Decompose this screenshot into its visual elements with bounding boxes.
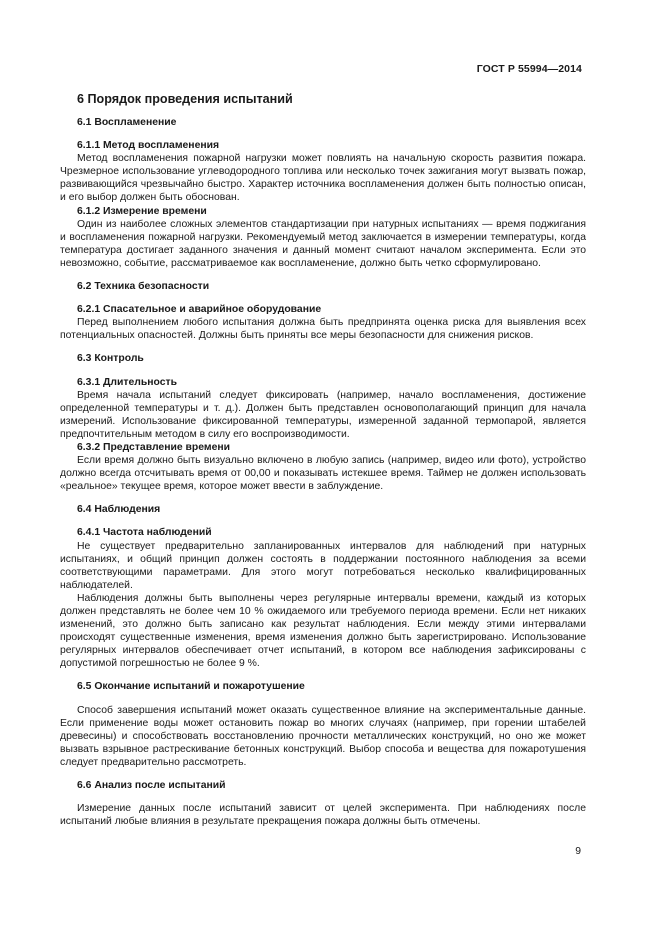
page-number: 9: [575, 846, 581, 857]
section-6-1-1-text: Метод воспламенения пожарной нагрузки может повлиять на начальную скорость развития пожара. Чрезмерное использование углеводородного топлива или несколько точек зажигания могут вызвать пожар, развивающийся чрезвычайно быстро. Характер источника воспламенения должен быть полностью описан, и его выбор должен быть обоснован.: [60, 153, 586, 204]
section-6-1-title: 6.1 Воспламенение: [77, 117, 177, 128]
standard-header: ГОСТ Р 55994—2014: [476, 63, 582, 75]
section-6-1-2-text: Один из наиболее сложных элементов стандартизации при натурных испытаниях — время поджигания и воспламенения пожарной нагрузки. Рекомендуемый метод заключается в измерении температуры, когда температура достигает заданного значения и данный момент считают началом эксперимента. Если это невозможно, событие, рассматриваемое как воспламенение, должно быть четко сформулировано.: [60, 218, 586, 269]
section-6-title: 6 Порядок проведения испытаний: [77, 92, 293, 106]
section-6-3-2-text: Если время должно быть визуально включено в любую запись (например, видео или фото), устройство должно всегда отсчитывать время от 00,00 и показывать истекшее время. Таймер не должен использовать «реальное» текущее время, которое может ввести в заблуждение.: [60, 455, 586, 493]
section-6-6-title: 6.6 Анализ после испытаний: [77, 780, 226, 792]
section-6-2-title: 6.2 Техника безопасности: [77, 281, 210, 293]
section-6-2-1-text: Перед выполнением любого испытания должна быть предпринята оценка риска для выявления всех потенциальных опасностей. Должны быть приняты все меры безопасности для снижения рисков.: [60, 317, 586, 342]
section-6-2-1-title: 6.2.1 Спасательное и аварийное оборудование: [77, 304, 322, 316]
section-6-1-2-title: 6.1.2 Измерение времени: [77, 205, 207, 217]
section-6-5-text: Способ завершения испытаний может оказать существенное влияние на экспериментальные данные. Если применение воды может остановить пожар во многих случаях (например, при горении штабелей древесины) и способствовать восстановлению прочности металлических конструкций, но оно же может вызвать взрывное растрескивание бетонных конструкций. Выбор способа и вещества для пожаротушения следует предварительно рассмотреть.: [60, 704, 586, 768]
section-6-3-title: 6.3 Контроль: [77, 353, 144, 365]
section-6-4-1-text-1: Не существует предварительно запланированных интервалов для наблюдений при натурных испытаниях, и общий принцип должен состоять в поддержании постоянного наблюдения за всеми соответствующими параметрами. Для этого могут потребоваться несколько квалифицированных наблюдателей.: [60, 540, 586, 591]
section-6-3-1-text: Время начала испытаний следует фиксировать (например, начало воспламенения, достижение определенной температуры и т. д.). Должен быть представлен основополагающий принцип для начала измерений. Использование фиксированной температуры, измеренной заданной термопарой, является предпочтительным методом в силу его воспроизводимости.: [60, 389, 586, 440]
section-6-4-title: 6.4 Наблюдения: [77, 504, 161, 516]
section-6-4-1-text-2: Наблюдения должны быть выполнены через регулярные интервалы времени, каждый из которых должен представлять не более чем 10 % ожидаемого или требуемого периода времени. Если нет никаких изменений, это должно быть записано как результат наблюдения. Если между этими интервалами происходят существенные изменения, время изменения должно быть зарегистрировано. Использование регулярных интервалов обеспечивает отчет испытаний, в котором все наблюдения зафиксированы с допустимой погрешностью не более 9 %.: [60, 592, 586, 670]
section-6-1-1-title: 6.1.1 Метод воспламенения: [77, 140, 220, 152]
page-content: [60, 90, 586, 828]
section-6-5-title: 6.5 Окончание испытаний и пожаротушение: [77, 681, 305, 693]
section-6-3-1-title: 6.3.1 Длительность: [77, 376, 177, 388]
section-6-6-text: Измерение данных после испытаний зависит от целей эксперимента. При наблюдениях после испытаний любые влияния в результате прекращения пожара должны быть отмечены.: [60, 803, 586, 828]
section-6-4-1-title: 6.4.1 Частота наблюдений: [77, 527, 212, 539]
section-6-3-2-title: 6.3.2 Представление времени: [77, 441, 231, 453]
